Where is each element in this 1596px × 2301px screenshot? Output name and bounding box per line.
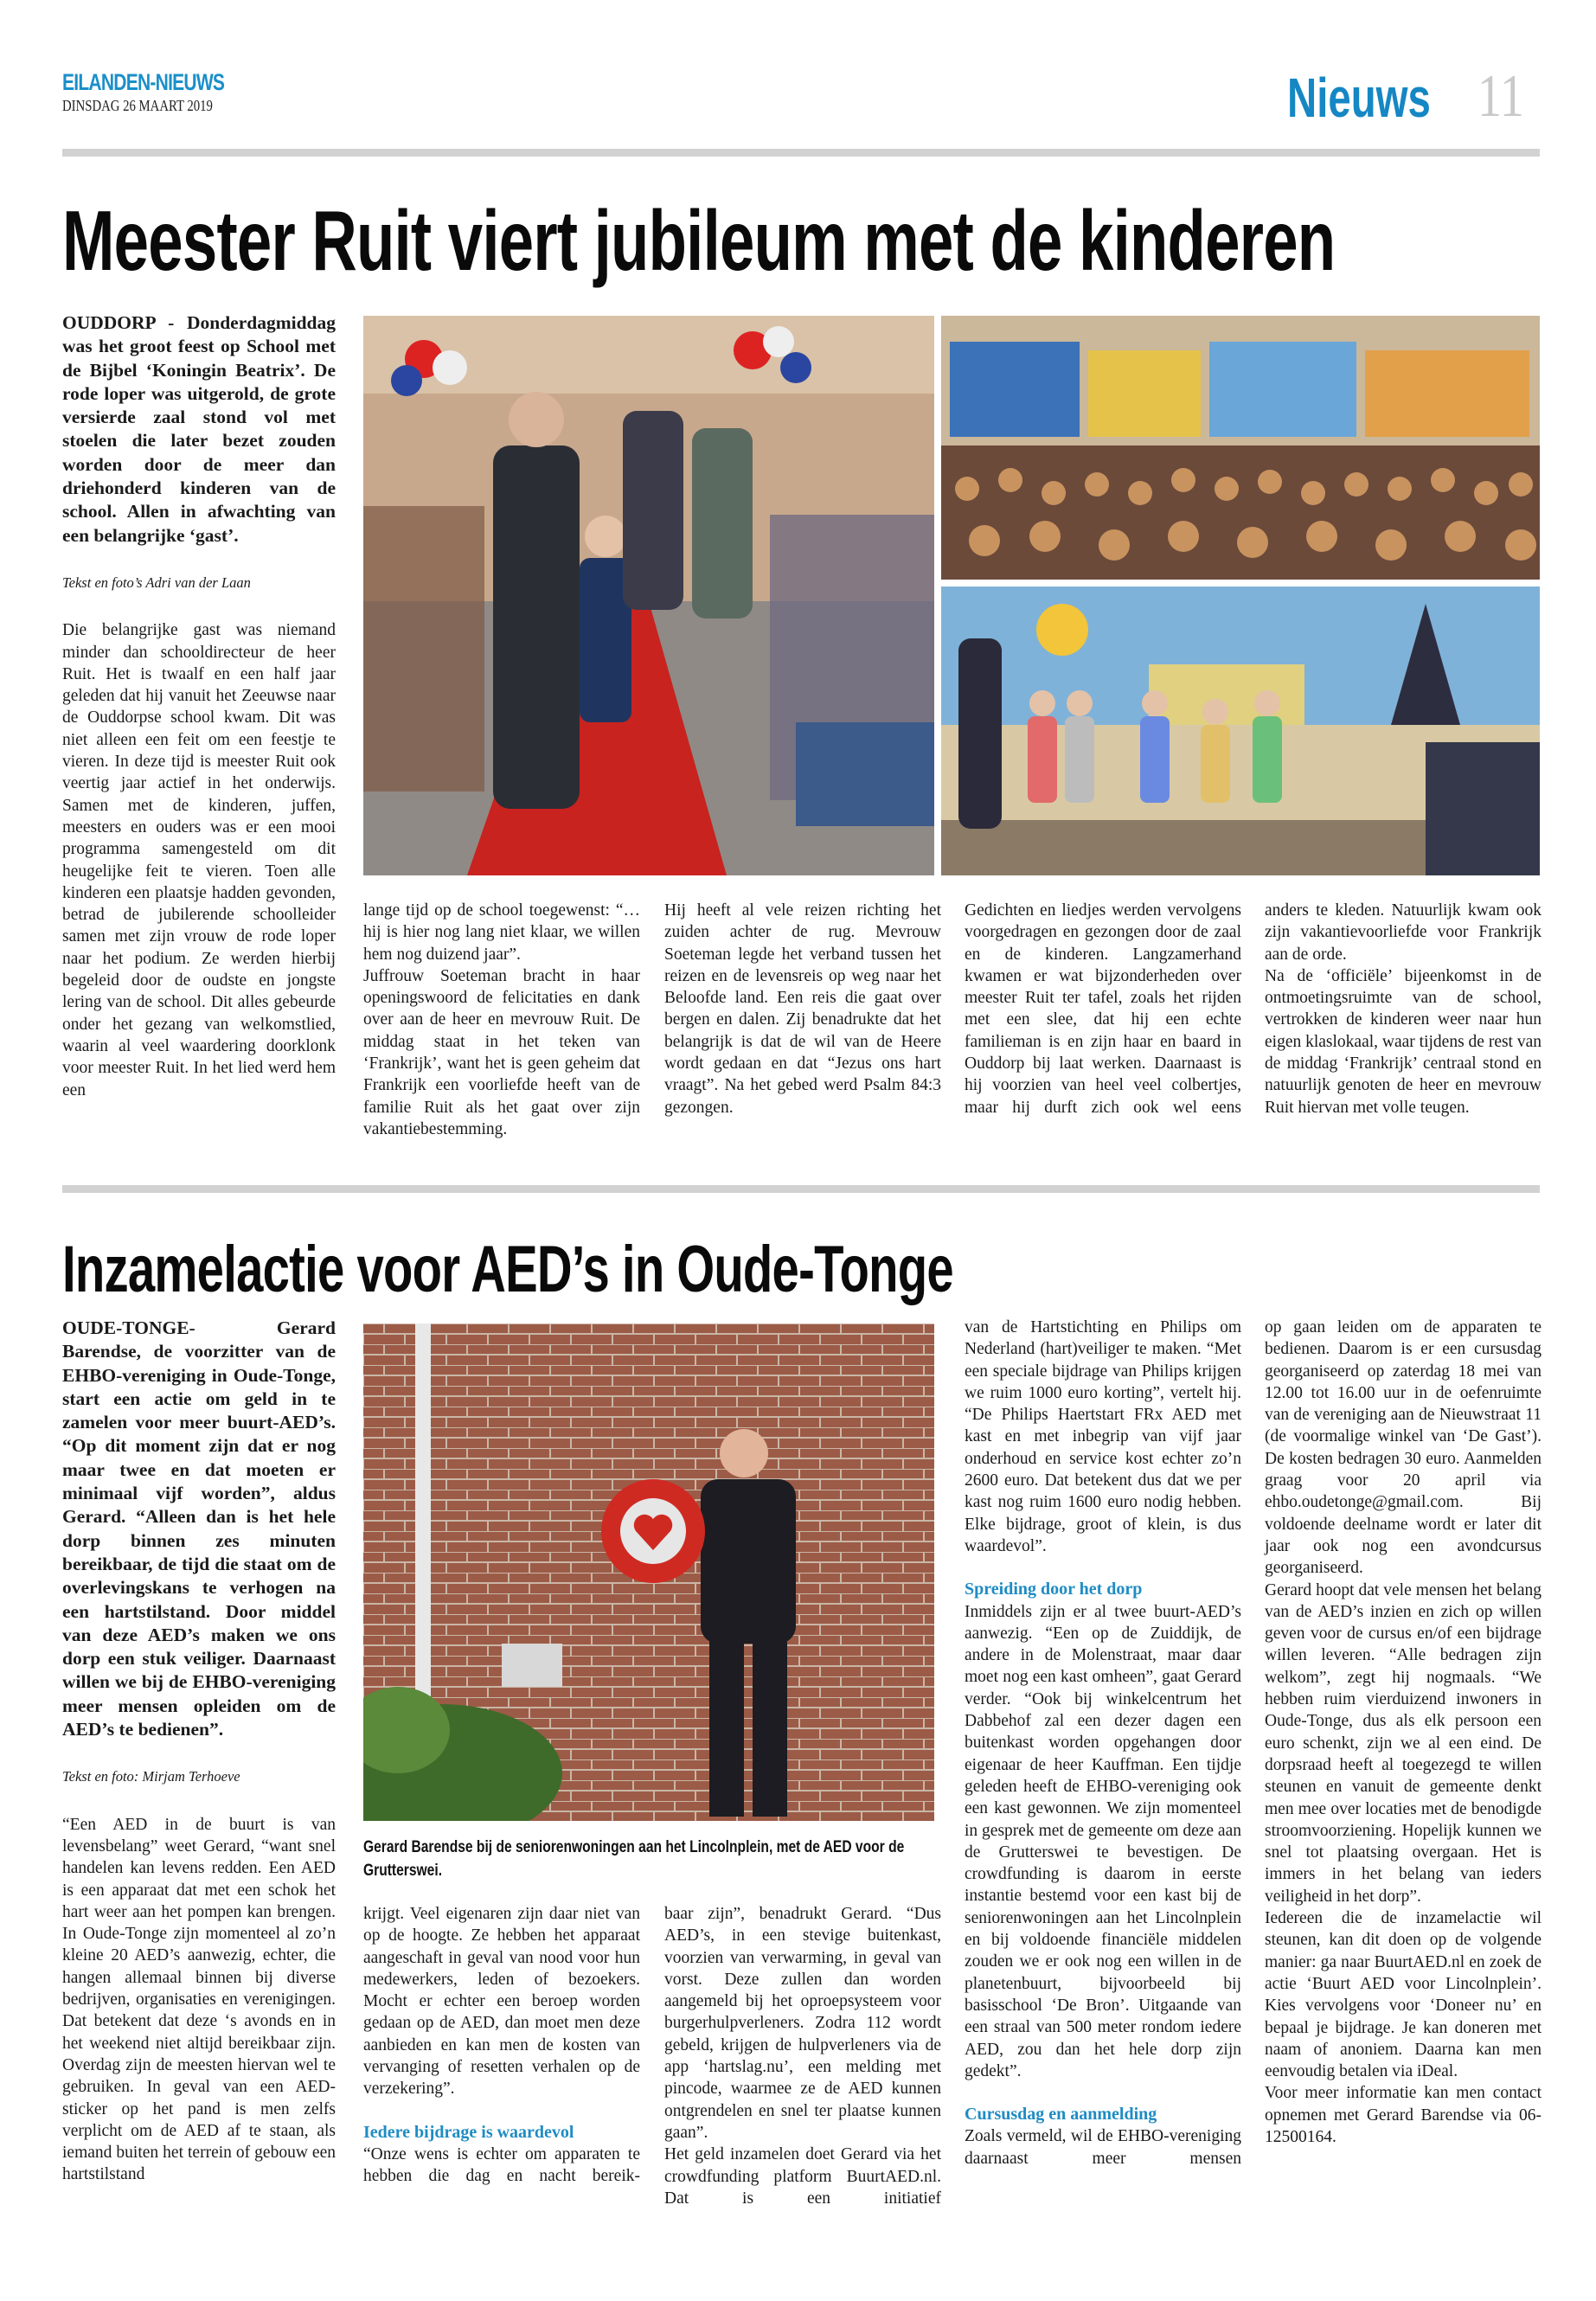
article1-column-2 — [363, 900, 640, 1140]
article2-paragraph: krijgt. Veel eigenaren zijn daar niet van op de hoogte. Ze hebben het apparaat aangeschaft in geval van nood voor hun medewerkers, leden of bezoekers. Mocht er echter een beroep worden gedaan op de AED, dan moet men deze aanbieden en kan men de kosten van vervanging of resetten verhalen op de verzekering”. — [363, 1905, 640, 2099]
article1-column-4 — [965, 900, 1241, 1118]
newspaper-logo: EILANDEN-NIEUWS — [62, 69, 225, 95]
article1-paragraph: Die belangrijke gast was niemand minder dan schooldirecteur de heer Ruit. Het is twaalf en een half jaar geleden dat hij vanuit het Zeeuwse naar de Ouddorpse school kwam. Dit was niet alleen een feit om een feestje te vieren. In deze tijd is meester Ruit ook veertig jaar actief in het onderwijs. Samen met de kinderen, juffen, meesters en ouders was er een mooi programma samengesteld om dit heugelijke feit te vieren. Toen alle kinderen een plaatsje hadden gevonden, betrad de jubilerende schoolleider samen met zijn vrouw de rode loper naar het podium. Ze werden hierbij begeleid door de oudste en jongste lering van de school. Dit alles gebeurde onder het gezang van welkomstlied, waarin al veel waardering doorklonk voor meester Ruit. In het lied werd hem een — [62, 621, 336, 1099]
article1-byline: Tekst en foto’s Adri van der Laan — [62, 574, 251, 591]
article1-paragraph: Na de ‘officiële’ bijeenkomst in de ontmoetingsruimte van de school, vertrokken de kinderen weer naar hun eigen klaslokaal, waar tijdens de rest van de middag ‘Frankrijk’ centraal stond en natuurlijk genoten de heer en mevrouw Ruit hiervan met volle teugen. — [1265, 966, 1542, 1117]
article1-column-5 — [1265, 900, 1542, 1118]
article-divider — [62, 1185, 1540, 1193]
subheading: Spreiding door het dorp — [965, 1580, 1143, 1599]
article2-byline: Tekst en foto: Mirjam Terhoeve — [62, 1768, 240, 1785]
article1-paragraph: Hij heeft al vele reizen richting het zuiden achter de rug. Mevrouw Soeteman legde het verband tussen het reizen en de levensreis op weg naar het Beloofde land. Een reis die gaat over bergen en dalen. Zij benadrukte dat het belangrijk is dat de wil van de Heere wordt gedaan en dat “Jezus ons hart vraagt”. Na het gebed werd Psalm 84:3 gezongen. — [664, 901, 941, 1117]
article2-column-1 — [62, 1317, 336, 2186]
photo-crowded-hall — [941, 316, 1540, 580]
article1-intro: OUDDORP - Donderdagmiddag was het groot feest op School met de Bijbel ‘Koningin Beatrix’. De rode loper was uitgerold, de grote versierde zaal stond vol met stoelen die later bezet zouden worden door de meer dan driehonderd kinderen van de school. Allen in afwachting van een belangrijke ‘gast’. — [62, 312, 336, 546]
article1-headline: Meester Ruit viert jubileum met de kinderen — [62, 193, 1336, 288]
section-title: Nieuws — [1287, 67, 1431, 129]
article1-paragraph: lange tijd op de school toegewenst: “… hij is hier nog lang niet klaar, we willen hem nog duizend jaar”. — [363, 901, 640, 964]
article1-paragraph: Juffrouw Soeteman bracht in haar openingswoord de felicitaties en dank over aan de heer en mevrouw Ruit. De middag staat in het teken van ‘Frankrijk’, want het is geen geheim dat Frankrijk een voorliefde heeft van de familie Ruit als het gaat over zijn vakantiebestemming. — [363, 966, 640, 1138]
photo-children-on-stage — [941, 586, 1540, 875]
article2-column-4 — [965, 1317, 1241, 2170]
subheading: Iedere bijdrage is waardevol — [363, 2122, 574, 2142]
article2-paragraph: van de Hartstichting en Philips om Nederland (hart)veiliger te maken. “Met een speciale bijdrage van Philips krijgen we ruim 1000 euro korting”, vertelt hij. “De Philips Haertstart FRx AED met kast en met inbegrip van vijf jaar onderhoud en service kost echter zo’n 2600 euro. Dat betekent dus dat we per kast nog ruim 1600 euro nodig hebben. Elke bijdrage, groot of klein, is dus waardevol”. — [965, 1318, 1241, 1555]
article2-paragraph: “Een AED in de buurt is van levensbelang” weet Gerard, “want snel handelen kan levens redden. Een AED is een apparaat dat met een schok het hart weer aan het pompen kan brengen. In Oude-Tonge zijn momenteel al zo’n kleine 20 AED’s aanwezig, echter, die hangen allemaal binnen bij diverse bedrijven, organisaties en verenigingen. Dat betekent dat deze ‘s avonds en in het weekend niet altijd bereikbaar zijn. Overdag zijn de meesten hiervan wel te gebruiken. In geval van een AED-sticker op het pand is men zelfs verplicht om de AED af te staan, als iemand buiten het terrein of gebouw een hartstilstand — [62, 1815, 336, 2184]
issue-date: DINSDAG 26 MAART 2019 — [62, 97, 213, 114]
article1-paragraph: anders te kleden. Natuurlijk kwam ook zijn vakantievoorliefde voor Frankrijk aan de orde. — [1265, 901, 1542, 964]
photo-caption: Gerard Barendse bij de seniorenwoningen aan het Lincolnplein, met de AED voor de Grutterswei. — [363, 1837, 905, 1880]
article2-paragraph: baar zijn”, benadrukt Gerard. “Dus AED’s, in een stevige buitenkast, voorzien van verwarming, in geval van vorst. Deze zullen dan worden aangemeld bij het oproepsysteem voor burgerhulpverleners. Zodra 112 wordt gebeld, krijgen de hulpverleners via de app ‘hartslag.nu’, een melding met pincode, waarmee ze de AED kunnen ontgrendelen en snel ter plaatse kunnen gaan”. — [664, 1905, 941, 2142]
article1-paragraph: Gedichten en liedjes werden vervolgens voorgedragen en gezongen door de zaal en de kinderen. Langzamerhand kwamen er wat bijzonderheden over meester Ruit ter tafel, zoals het rijden met een slee, dat hij een echte familieman is en zijn haar en baard in Ouddorp bij laat werken. Daarnaast is hij voorzien van heel veel colbertjes, maar hij durft zich ook wel eens — [965, 901, 1241, 1117]
article2-paragraph: Inmiddels zijn er al twee buurt-AED’s aanwezig. “Een op de Zuiddijk, de andere in de Molenstraat, maar daar moet nog een kast omheen”, gaat Gerard verder. “Ook bij winkelcentrum het Dabbehof zal een dezer dagen een buitenkast worden opgehangen door eigenaar de heer Kauffman. Een tijdje geleden heeft de EHBO-vereniging ook een kast gewonnen. We zijn momenteel in gesprek met de gemeente om deze aan de Grutterswei te bevestigen. De crowdfunding is daarom in eerste instantie bestemd voor een kast bij de seniorenwoningen aan het Lincolnplein en bij voldoende financiële middelen zouden we er ook nog een willen in de planetenbuurt, bijvoorbeeld bij basisschool ‘De Bron’. Uitgaande van een straal van 500 meter rondom iedere AED, zou dan het hele dorp zijn gedekt”. — [965, 1602, 1241, 2080]
article2-column-2 — [363, 1903, 640, 2188]
article1-column-1 — [62, 311, 336, 1101]
page-number: 11 — [1477, 63, 1524, 130]
article2-column-3 — [664, 1903, 941, 2209]
article2-paragraph: Voor meer informatie kan men contact opnemen met Gerard Barendse via 06-12500164. — [1265, 2084, 1542, 2146]
article2-paragraph: op gaan leiden om de apparaten te bedienen. Daarom is er een cursusdag georganiseerd op zaterdag 18 mei van 12.00 tot 16.00 uur in de oefenruimte van de vereniging aan de Nieuwstraat 11 (de voormalige winkel van ‘De Gast’). De kosten bedragen 30 euro. Aanmelden graag voor 20 april via ehbo.oudetonge@gmail.com. Bij voldoende deelname wordt er later dit jaar ook nog een avondcursus georganiseerd. — [1265, 1318, 1542, 1578]
article2-paragraph: Iedereen die de inzamelactie wil steunen, kan dit doen op de volgende manier: ga naar BuurtAED.nl en zoek de actie ‘Buurt AED voor Lincolnplein’. Kies vervolgens voor ‘Doneer nu’ en bepaal je bijdrage. Je kan doneren met naam of anoniem. Daarna kan men eenvoudig betalen via iDeal. — [1265, 1909, 1542, 2081]
top-divider — [62, 149, 1540, 157]
article2-column-5 — [1265, 1317, 1542, 2148]
article2-paragraph: Gerard hoopt dat vele mensen het belang van de AED’s inzien en zich op willen geven voor de cursus en/of een bijdrage willen leveren. “Alle bedragen zijn welkom”, zegt hij nogmaals. “We hebben ruim vierduizend inwoners in Oude-Tonge, dus als elk persoon een euro schenkt, zijn we al een eind. De dorpsraad heeft al toegezegd te willen steunen en vanuit de gemeente denkt men mee over locaties met de benodigde stroomvoorziening. Hopelijk kunnen we snel tot plaatsing overgaan. Het is immers in het belang van ieders veiligheid in het dorp”. — [1265, 1580, 1542, 1906]
article1-column-3 — [664, 900, 941, 1118]
article2-headline: Inzamelactie voor AED’s in Oude-Tonge — [62, 1233, 953, 1306]
subheading: Cursusdag en aanmelding — [965, 2105, 1157, 2125]
article2-paragraph: Zoals vermeld, wil de EHBO-vereniging daarnaast meer mensen — [965, 2127, 1241, 2168]
article2-paragraph: “Onze wens is echter om apparaten te hebben die dag en nacht bereik- — [363, 2144, 640, 2186]
article2-paragraph: Het geld inzamelen doet Gerard via het crowdfunding platform BuurtAED.nl. Dat is een initiatief — [664, 2145, 941, 2208]
photo-red-carpet-entrance — [363, 316, 934, 875]
article2-intro: OUDE-TONGE- Gerard Barendse, de voorzitter van de EHBO-vereniging in Oude-Tonge, start een actie om geld in te zamelen voor meer buurt-AED’s. “Op dit moment zijn dat er nog maar twee en dat moeten er minimaal vijf worden”, aldus Gerard. “Alleen dan is het hele dorp binnen zes minuten bereikbaar, de tijd die staat om de overlevingskans te verhogen na een hartstilstand. Door middel van deze AED’s maken we ons dorp een stuk veiliger. Daarnaast willen we bij de EHBO-vereniging meer mensen opleiden om de AED’s te bedienen”. — [62, 1317, 336, 1740]
photo-man-with-aed — [363, 1324, 934, 1821]
